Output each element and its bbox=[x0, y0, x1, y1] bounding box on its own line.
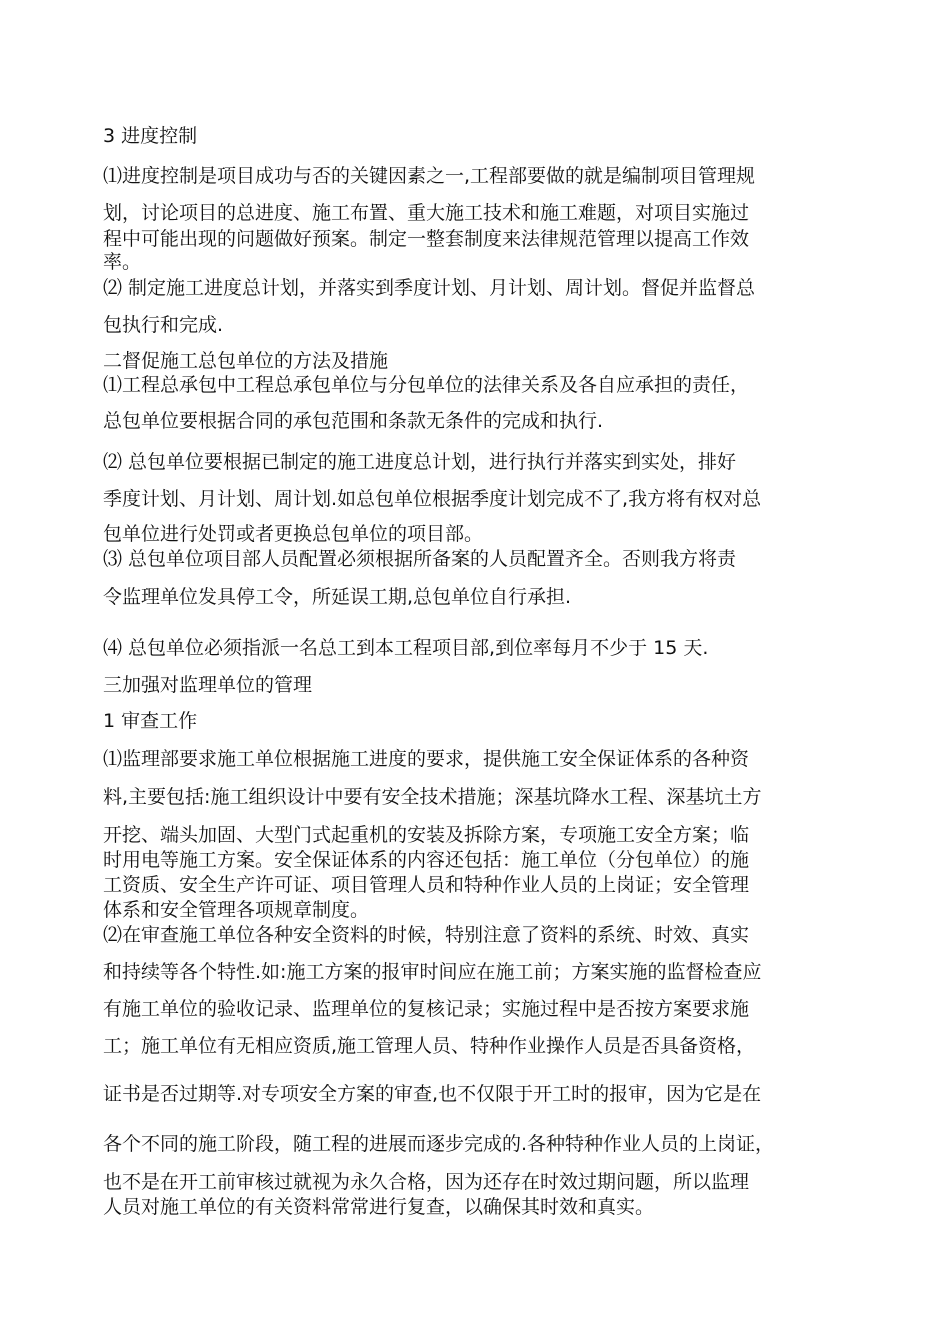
text-line: ⑵ 总包单位要根据已制定的施工进度总计划，进行执行并落实到实处，排好 bbox=[103, 451, 737, 473]
text-line: 人员对施工单位的有关资料常常进行复查，以确保其时效和真实。 bbox=[103, 1196, 655, 1218]
text-line: ⑴进度控制是项目成功与否的关键因素之一,工程部要做的就是编制项目管理规 bbox=[103, 165, 756, 187]
text-line: 总包单位要根据合同的承包范围和条款无条件的完成和执行. bbox=[103, 410, 604, 432]
section-heading-supervision-management: 三加强对监理单位的管理 bbox=[103, 674, 313, 696]
text-line: 工；施工单位有无相应资质,施工管理人员、特种作业操作人员是否具备资格， bbox=[103, 1035, 756, 1057]
text-line: 和持续等各个特性.如:施工方案的报审时间应在施工前；方案实施的监督检查应 bbox=[103, 961, 762, 983]
text-line: ⑵在审查施工单位各种安全资料的时候，特别注意了资料的系统、时效、真实 bbox=[103, 924, 750, 946]
text-line: ⑶ 总包单位项目部人员配置必须根据所备案的人员配置齐全。否则我方将责 bbox=[103, 548, 737, 570]
text-line: 程中可能出现的问题做好预案。制定一整套制度来法律规范管理以提高工作效 bbox=[103, 228, 750, 250]
text-line: ⑴工程总承包中工程总承包单位与分包单位的法律关系及各自应承担的责任， bbox=[103, 374, 750, 396]
text-line: 划，讨论项目的总进度、施工布置、重大施工技术和施工难题，对项目实施过 bbox=[103, 202, 750, 224]
text-line: ⑵ 制定施工进度总计划，并落实到季度计划、月计划、周计划。督促并监督总 bbox=[103, 277, 756, 299]
text-line: 季度计划、月计划、周计划.如总包单位根据季度计划完成不了,我方将有权对总 bbox=[103, 488, 762, 510]
text-line: 时用电等施工方案。安全保证体系的内容还包括：施工单位（分包单位）的施 bbox=[103, 849, 750, 871]
text-line: 率。 bbox=[103, 251, 142, 273]
text-line: 各个不同的施工阶段，随工程的进展而逐步完成的.各种特种作业人员的上岗证， bbox=[103, 1133, 775, 1155]
text-line: 料,主要包括:施工组织设计中要有安全技术措施；深基坑降水工程、深基坑土方 bbox=[103, 786, 762, 808]
section-heading-supervise-contractor: 二督促施工总包单位的方法及措施 bbox=[103, 350, 389, 372]
text-line: 证书是否过期等.对专项安全方案的审查,也不仅限于开工时的报审，因为它是在 bbox=[103, 1083, 762, 1105]
text-line: ⑷ 总包单位必须指派一名总工到本工程项目部,到位率每月不少于 15 天. bbox=[103, 637, 709, 659]
text-line: 也不是在开工前审核过就视为永久合格，因为还存在时效过期问题，所以监理 bbox=[103, 1171, 750, 1193]
text-line: 包执行和完成. bbox=[103, 314, 224, 336]
text-line: 包单位进行处罚或者更换总包单位的项目部。 bbox=[103, 523, 484, 545]
subsection-heading-review-work: 1 审查工作 bbox=[103, 710, 198, 732]
text-line: ⑴监理部要求施工单位根据施工进度的要求，提供施工安全保证体系的各种资 bbox=[103, 748, 750, 770]
text-line: 开挖、端头加固、大型门式起重机的安装及拆除方案，专项施工安全方案；临 bbox=[103, 824, 750, 846]
text-line: 令监理单位发具停工令，所延误工期,总包单位自行承担. bbox=[103, 586, 572, 608]
text-line: 工资质、安全生产许可证、项目管理人员和特种作业人员的上岗证；安全管理 bbox=[103, 874, 750, 896]
section-heading-progress-control: 3 进度控制 bbox=[103, 125, 198, 147]
text-line: 有施工单位的验收记录、监理单位的复核记录；实施过程中是否按方案要求施 bbox=[103, 998, 750, 1020]
text-line: 体系和安全管理各项规章制度。 bbox=[103, 899, 370, 921]
